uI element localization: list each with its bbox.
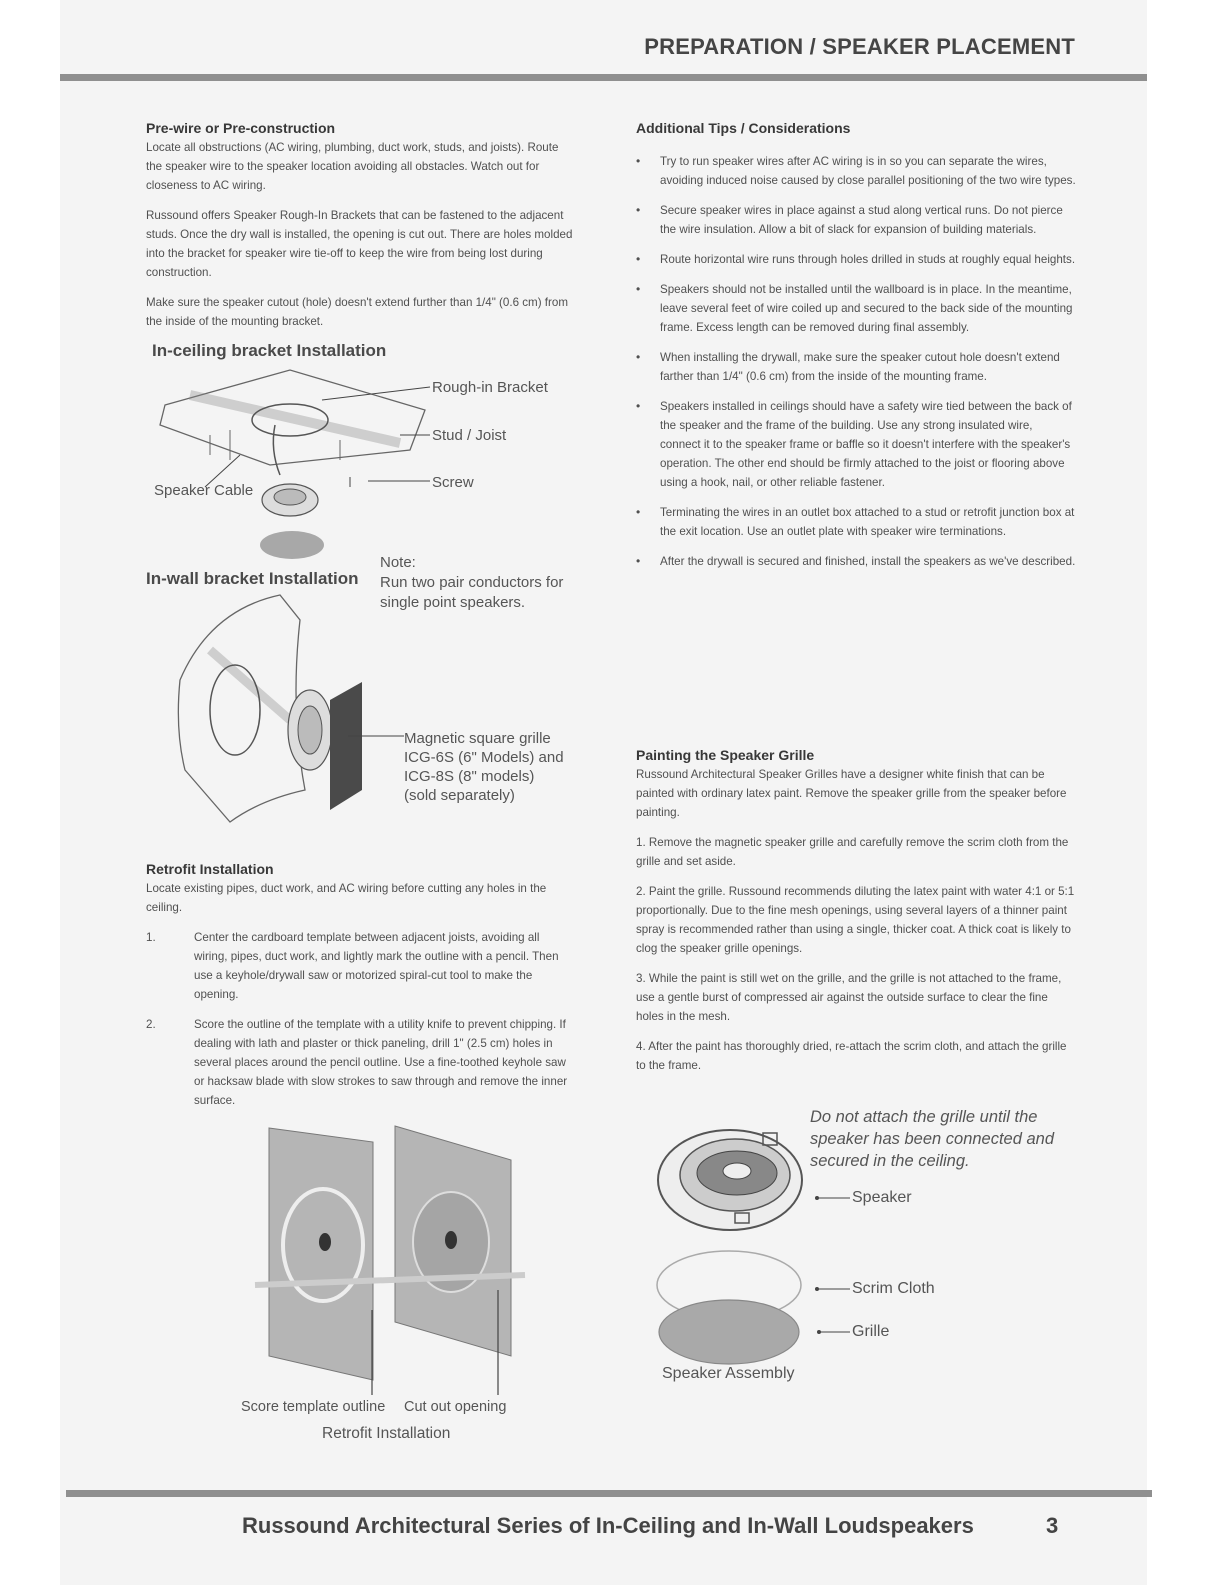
rough-in-bracket-label: Rough-in Bracket <box>432 379 548 396</box>
footer-title: Russound Architectural Series of In-Ceiling and In-Wall Loudspeakers <box>242 1513 974 1538</box>
grille-line: Magnetic square grille <box>404 730 551 747</box>
magnetic-grille-label <box>404 729 584 805</box>
grille-line: ICG-6S (6" Models) and <box>404 749 564 766</box>
cut-opening-label: Cut out opening <box>404 1399 507 1415</box>
grille-label: Grille <box>852 1323 890 1340</box>
page-title: PREPARATION / SPEAKER PLACEMENT <box>644 34 1075 59</box>
score-template-label: Score template outline <box>241 1399 386 1415</box>
tip-item: • Speakers should not be installed until the wallboard is in place. In the meantime, leave several feet of wire coiled up and secured to the back side of the mounting frame. Excess length can be removed during final assembly. <box>636 280 1076 337</box>
note-text: Run two pair conductors for single point speakers. <box>380 574 564 611</box>
right-column <box>636 118 1076 582</box>
painting-paragraph: 1. Remove the magnetic speaker grille and carefully remove the scrim cloth from the grille and set aside. <box>636 836 1069 868</box>
painting-section <box>636 745 1076 1086</box>
prewire-paragraph: Make sure the speaker cutout (hole) doesn't extend further than 1/4" (0.6 cm) from the inside of the mounting bracket. <box>146 296 568 328</box>
page-number: 3 <box>1046 1513 1059 1538</box>
retrofit-steps <box>146 928 576 1110</box>
painting-paragraph: 4. After the paint has thoroughly dried, re-attach the scrim cloth, and attach the grille to the frame. <box>636 1040 1067 1072</box>
prewire-paragraph: Locate all obstructions (AC wiring, plumbing, duct work, studs, and joists). Route the speaker wire to the speaker location avoiding all obstacles. Watch out for closeness to AC wiring. <box>146 141 559 192</box>
retrofit-intro: Locate existing pipes, duct work, and AC wiring before cutting any holes in the ceiling. <box>146 882 547 914</box>
painting-paragraph: 2. Paint the grille. Russound recommends diluting the latex paint with water 4:1 or 5:1 proportionally. Due to the fine mesh openings, using several layers of a thinner paint spray is recommended rather than using a single, thicker coat. A thick coat is likely to clog the speaker grille openings. <box>636 885 1075 955</box>
retrofit-caption: Retrofit Installation <box>322 1425 451 1442</box>
grille-line: ICG-8S (8" models) <box>404 768 535 785</box>
step-text: Score the outline of the template with a utility knife to prevent chipping. If dealing with lath and plaster or thick paneling, drill 1" (2.5 cm) holes in several places around the pencil outline. Use a fine-toothed keyhole saw or hacksaw blade with slow strokes to saw through and remove the inner surface. <box>194 1018 568 1107</box>
speaker-assembly-caption: Speaker Assembly <box>662 1365 795 1382</box>
step-number: 2. <box>146 1018 156 1031</box>
tip-item: • Secure speaker wires in place against a stud along vertical runs. Do not pierce the wire insulation. Allow a bit of slack for expansion of building materials. <box>636 201 1076 239</box>
retrofit-step <box>146 928 576 1004</box>
step-number: 1. <box>146 931 156 944</box>
retrofit-step <box>146 1015 576 1110</box>
tips-list <box>636 152 1076 571</box>
tips-heading: Additional Tips / Considerations <box>636 120 851 136</box>
speaker-cable-label: Speaker Cable <box>154 482 254 499</box>
ceiling-bracket-diagram <box>150 365 450 565</box>
tip-item: • Route horizontal wire runs through holes drilled in studs at roughly equal heights. <box>636 250 1076 269</box>
speaker-label: Speaker <box>852 1189 912 1206</box>
grille-warning: Do not attach the grille until the speaker has been connected and secured in the ceiling. <box>810 1108 1055 1170</box>
left-column <box>146 118 576 342</box>
tip-item: • After the drywall is secured and finished, install the speakers as we've described. <box>636 552 1076 571</box>
retrofit-diagram <box>255 1120 535 1410</box>
stud-joist-label: Stud / Joist <box>432 427 507 444</box>
prewire-paragraph: Russound offers Speaker Rough-In Brackets that can be fastened to the adjacent studs. Once the dry wall is installed, the opening is cut out. There are holes molded into the bracket for speaker wire tie-off to keep the wire from being lost during construction. <box>146 209 573 279</box>
painting-heading: Painting the Speaker Grille <box>636 747 815 763</box>
painting-paragraph: 3. While the paint is still wet on the grille, and the grille is not attached to the frame, use a gentle burst of compressed air against the outside surface to clear the fine holes in the mesh. <box>636 972 1062 1023</box>
wall-note <box>380 553 580 613</box>
wall-bracket-diagram <box>170 590 410 830</box>
retrofit-heading: Retrofit Installation <box>146 861 274 877</box>
header-rule <box>60 74 1147 81</box>
scrim-cloth-label: Scrim Cloth <box>852 1280 935 1297</box>
tip-item: • Speakers installed in ceilings should have a safety wire tied between the back of the speaker and the frame of the building. Use any strong insulated wire, connect it to the speaker frame or baffle so it doesn't interfere with the speaker's operation. The other end should be firmly attached to the joist or flooring above using a hook, nail, or other reliable fastener. <box>636 397 1076 492</box>
grille-line: (sold separately) <box>404 787 515 804</box>
screw-label: Screw <box>432 474 474 491</box>
speaker-assembly-diagram <box>655 1125 855 1365</box>
tip-item: • When installing the drywall, make sure the speaker cutout hole doesn't extend farther than 1/4" (0.6 cm) from the inside of the mounting frame. <box>636 348 1076 386</box>
painting-paragraph: Russound Architectural Speaker Grilles have a designer white finish that can be painted with ordinary latex paint. Remove the speaker grille from the speaker before painting. <box>636 768 1067 819</box>
prewire-heading: Pre-wire or Pre-construction <box>146 120 336 136</box>
retrofit-section <box>146 859 576 1121</box>
ceiling-figure-title: In-ceiling bracket Installation <box>152 341 387 360</box>
tip-item: • Terminating the wires in an outlet box attached to a stud or retrofit junction box at the exit location. Use an outlet plate with speaker wire terminations. <box>636 503 1076 541</box>
step-text: Center the cardboard template between adjacent joists, avoiding all wiring, pipes, duct work, and lightly mark the outline with a pencil. Then use a keyhole/drywall saw or motorized spiral-cut tool to make the opening. <box>194 931 559 1001</box>
footer-rule <box>66 1490 1152 1497</box>
wall-figure-title: In-wall bracket Installation <box>146 569 359 588</box>
tip-item: • Try to run speaker wires after AC wiring is in so you can separate the wires, avoiding induced noise caused by close parallel positioning of the two wire types. <box>636 152 1076 190</box>
note-title: Note: <box>380 554 416 571</box>
